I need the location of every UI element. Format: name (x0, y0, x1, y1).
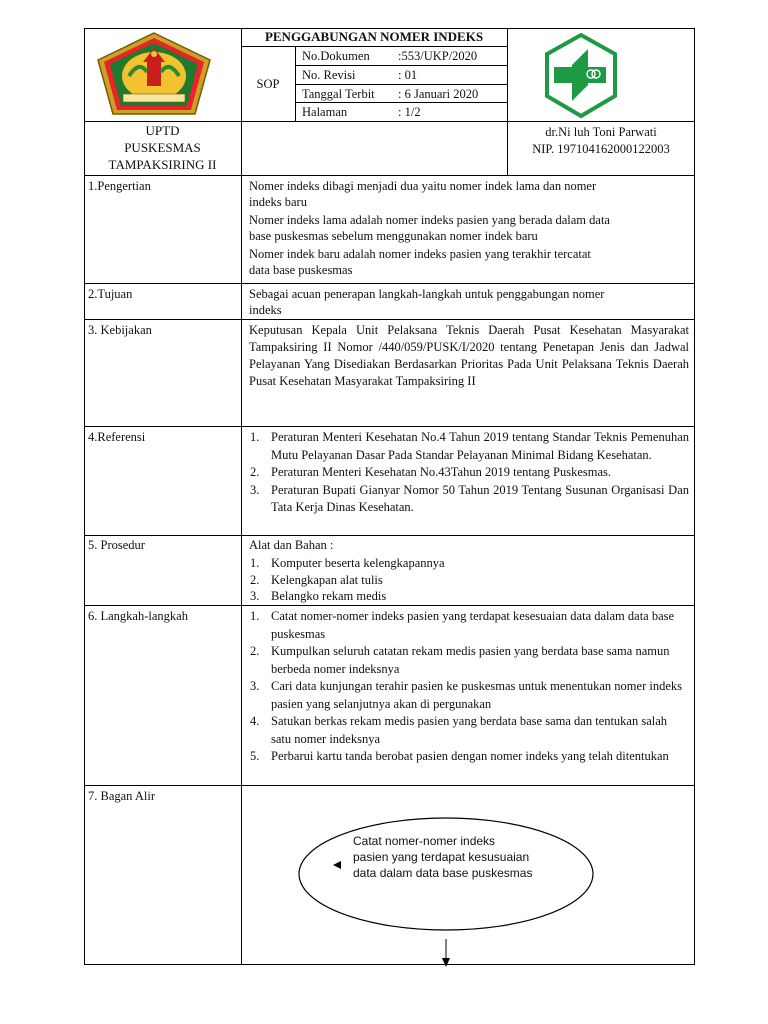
section-label-kebijakan: 3. Kebijakan (88, 323, 152, 337)
list-item: 3. Belangko rekam medis (250, 589, 387, 603)
list-item-text: Cari data kunjungan terahir pasien ke puskesmas untuk menentukan nomer indeks pasien yang selanjutnya akan di pergunakan (271, 679, 683, 711)
divider (241, 46, 507, 47)
divider (84, 605, 695, 606)
section-label-bagan: 7. Bagan Alir (88, 789, 156, 803)
doc-field-label: Tanggal Terbit (302, 87, 375, 101)
kebijakan-text: Keputusan Kepala Unit Pelaksana Teknis Daerah Pusat Kesehatan Masyarakat Tampaksiring II Nomor /440/059/PUSK/I/2020 tentang Penetapan Jenis dan Jadwal Pelayanan Yang Disediakan Berdasarkan Prioritas Pada Unit Pelaksana Teknis Daerah Pusat Kesehatan Masyarakat Tampaksiring II (249, 323, 689, 388)
list-item-text: Kumpulkan seluruh catatan rekam medis pasien yang berdata base sama namun berbeda nomer indeksnya (271, 644, 670, 676)
text-line: indeks (249, 303, 282, 317)
section-label-tujuan: 2.Tujuan (88, 287, 133, 301)
divider (84, 535, 695, 536)
list-item-text: Satukan berkas rekam medis pasien yang berdata base sama dan tentukan salah satu nomer indeksnya (271, 714, 668, 746)
list-item: 4. Satukan berkas rekam medis pasien yang berdata base sama dan tentukan salah satu nomer indeksnya (250, 714, 668, 746)
prosedur-intro: Alat dan Bahan : (249, 538, 334, 552)
divider (295, 65, 507, 66)
divider (84, 319, 695, 320)
text-line: data dalam data base puskesmas (353, 866, 533, 880)
doc-field-label: No.Dokumen (302, 49, 370, 63)
puskesmas-logo (541, 32, 621, 120)
referensi-list (243, 429, 689, 517)
text-line: Nomer indek baru adalah nomer indeks pasien yang terakhir tercatat (249, 247, 591, 261)
tujuan-text (249, 286, 604, 318)
doc-field-label: Halaman (302, 105, 348, 119)
list-item-text: Komputer beserta kelengkapannya (271, 556, 445, 570)
section-label-referensi: 4.Referensi (88, 430, 146, 444)
text-line: Nomer indeks dibagi menjadi dua yaitu nomer indek lama dan nomer (249, 179, 597, 193)
list-item: 1. Komputer beserta kelengkapannya (250, 556, 445, 570)
org-line: PUSKESMAS (124, 140, 201, 155)
signatory-name: dr.Ni luh Toni Parwati (545, 125, 657, 139)
section-label-prosedur: 5. Prosedur (88, 538, 145, 552)
list-item-text: Belangko rekam medis (271, 589, 387, 603)
sop-label: SOP (256, 77, 280, 91)
list-item: 2. Peraturan Menteri Kesehatan No.43Tahun 2019 tentang Puskesmas. (250, 465, 612, 479)
doc-field-value: : 1/2 (398, 105, 421, 119)
list-item: 1. Catat nomer-nomer indeks pasien yang terdapat kesesuaian data dalam data base puskesmas (250, 609, 675, 641)
doc-field-label: No. Revisi (302, 68, 356, 82)
divider (295, 102, 507, 103)
signatory-nip: NIP. 197104162000122003 (532, 142, 670, 156)
list-item-text: Catat nomer-nomer indeks pasien yang terdapat kesesuaian data dalam data base puskesmas (271, 609, 675, 641)
text-line: Catat nomer-nomer indeks (353, 834, 496, 848)
divider (84, 175, 695, 176)
list-item-text: Peraturan Menteri Kesehatan No.43Tahun 2019 tentang Puskesmas. (271, 465, 612, 479)
text-line: data base puskesmas (249, 263, 353, 277)
list-item: 1. Peraturan Menteri Kesehatan No.4 Tahun 2019 tentang Standar Teknis Pemenuhan Mutu Pelayanan Dasar Pada Standar Pelayanan Minimal Bidang Kesehatan. (250, 430, 689, 462)
divider (84, 426, 695, 427)
divider (84, 283, 695, 284)
divider (295, 84, 507, 85)
pengertian-text (249, 178, 610, 278)
list-item: 3. Peraturan Bupati Gianyar Nomor 50 Tahun 2019 Tentang Susunan Organisasi Dan Tata Kerja Dinas Kesehatan. (250, 482, 689, 514)
doc-field-value: : 01 (398, 68, 418, 82)
list-item: 3. Cari data kunjungan terahir pasien ke puskesmas untuk menentukan nomer indeks pasien yang selanjutnya akan di pergunakan (250, 679, 683, 711)
text-line: Sebagai acuan penerapan langkah-langkah untuk penggabungan nomer (249, 287, 605, 301)
section-label-pengertian: 1.Pengertian (88, 179, 151, 193)
text-line: indeks baru (249, 195, 307, 209)
section-label-langkah: 6. Langkah-langkah (88, 609, 188, 623)
arrow-down-icon (442, 958, 450, 967)
doc-field-value: :553/UKP/2020 (398, 49, 478, 63)
list-item-text: Perbarui kartu tanda berobat pasien dengan nomer indeks yang telah ditentukan (271, 749, 669, 763)
divider (84, 121, 695, 122)
document-title: PENGGABUNGAN NOMER INDEKS (264, 29, 484, 44)
list-item-text: Peraturan Bupati Gianyar Nomor 50 Tahun 2019 Tentang Susunan Organisasi Dan Tata Kerja Dinas Kesehatan. (271, 482, 689, 514)
org-line: UPTD (145, 123, 180, 138)
flow-node-label (353, 833, 532, 881)
list-item: 2. Kelengkapan alat tulis (250, 572, 383, 587)
list-item-text: Peraturan Menteri Kesehatan No.4 Tahun 2019 tentang Standar Teknis Pemenuhan Mutu Pelayanan Dasar Pada Standar Pelayanan Minimal Bidang Kesehatan. (271, 430, 689, 462)
text-line: Nomer indeks lama adalah nomer indeks pasien yang berada dalam data (249, 213, 610, 227)
prosedur-list (243, 555, 689, 605)
flowchart (241, 786, 695, 976)
list-item: 5. Perbarui kartu tanda berobat pasien dengan nomer indeks yang telah ditentukan (250, 749, 669, 763)
text-line: pasien yang terdapat kesusuaian (353, 850, 530, 864)
org-line: TAMPAKSIRING II (108, 157, 217, 172)
langkah-list (243, 608, 683, 766)
doc-field-value: : 6 Januari 2020 (398, 87, 479, 101)
list-item-text: Kelengkapan alat tulis (271, 572, 383, 587)
text-line: base puskesmas sebelum menggunakan nomer indek baru (249, 229, 538, 243)
list-item: 2. Kumpulkan seluruh catatan rekam medis pasien yang berdata base sama namun berbeda nomer indeksnya (250, 644, 670, 676)
gianyar-emblem-logo (93, 30, 215, 118)
